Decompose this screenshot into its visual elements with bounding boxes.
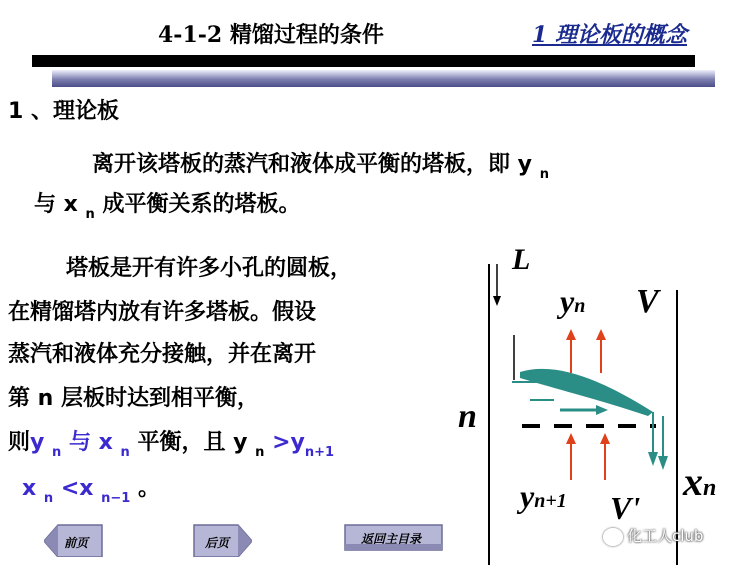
- label-V-prime: V': [610, 490, 641, 526]
- text: >y: [272, 430, 305, 455]
- text: 平衡，且 y: [137, 430, 248, 455]
- prev-page-label[interactable]: 前页: [64, 536, 89, 550]
- definition-line-1: [92, 147, 549, 182]
- label-y-n-plus-1: [520, 478, 567, 515]
- next-page-label[interactable]: 后页: [205, 536, 230, 550]
- description-line-4: 第 n 层板时达到相平衡，: [8, 386, 259, 411]
- subscript: n: [43, 491, 54, 506]
- tray-diagram: [450, 240, 749, 565]
- subscript: n+1: [534, 490, 567, 512]
- description-line-5: [8, 425, 335, 460]
- text: 。: [137, 476, 160, 501]
- label-V: V: [636, 283, 659, 320]
- label-x-n: [683, 458, 716, 505]
- definition-text: 成平衡关系的塔板。: [102, 192, 301, 217]
- description-line-1: 塔板是开有许多小孔的圆板，: [66, 256, 353, 281]
- text: 与 x: [68, 430, 113, 455]
- wechat-icon: [603, 528, 623, 546]
- text: x: [683, 459, 703, 504]
- text: y: [520, 478, 535, 514]
- text: <x: [60, 476, 94, 501]
- subscript: n+1: [304, 445, 335, 460]
- section-heading: 1 、理论板: [8, 99, 119, 124]
- definition-line-2: [34, 187, 301, 222]
- downcomer-arrow-head: [658, 456, 668, 470]
- subscript: n: [52, 445, 62, 460]
- subscript: n: [255, 445, 265, 460]
- definition-prefix: 与 x: [34, 192, 78, 217]
- subscript: n: [539, 167, 549, 182]
- label-n: n: [458, 398, 477, 435]
- main-menu-label[interactable]: 返回主目录: [361, 532, 422, 546]
- reflux-arrow-head: [493, 296, 501, 306]
- page-title: 4-1-2 精馏过程的条件: [158, 22, 384, 48]
- text: 则: [8, 430, 31, 455]
- liquid-arrow-head: [596, 405, 608, 415]
- variable-y: y: [30, 430, 45, 455]
- header-divider-black: [32, 55, 695, 67]
- subscript: n: [120, 445, 130, 460]
- subscript: n: [574, 295, 586, 317]
- downcomer-arrow-head: [648, 452, 658, 466]
- description-line-2: 在精馏塔内放有许多塔板。假设: [8, 300, 317, 325]
- subscript: n: [703, 475, 717, 501]
- vapor-arrow-head: [566, 329, 576, 340]
- variable-x: x: [22, 476, 37, 501]
- subscript: n: [85, 207, 95, 222]
- text: y: [560, 283, 575, 319]
- header-divider-gradient: [52, 70, 715, 87]
- description-line-3: 蒸汽和液体充分接触，并在离开: [8, 342, 317, 367]
- label-y-n: [560, 283, 585, 320]
- definition-text: 离开该塔板的蒸汽和液体成平衡的塔板，即 y: [92, 152, 533, 177]
- section-title-link[interactable]: 1 理论板的概念: [532, 22, 687, 48]
- watermark-text: 化工人club: [627, 527, 704, 545]
- description-line-6: [22, 471, 160, 506]
- label-L: L: [512, 243, 531, 276]
- watermark: [603, 525, 703, 546]
- subscript: n−1: [101, 491, 131, 506]
- vapor-arrow-head: [596, 329, 606, 340]
- vapor-arrow-head: [566, 433, 576, 444]
- vapor-arrow-head: [600, 433, 610, 444]
